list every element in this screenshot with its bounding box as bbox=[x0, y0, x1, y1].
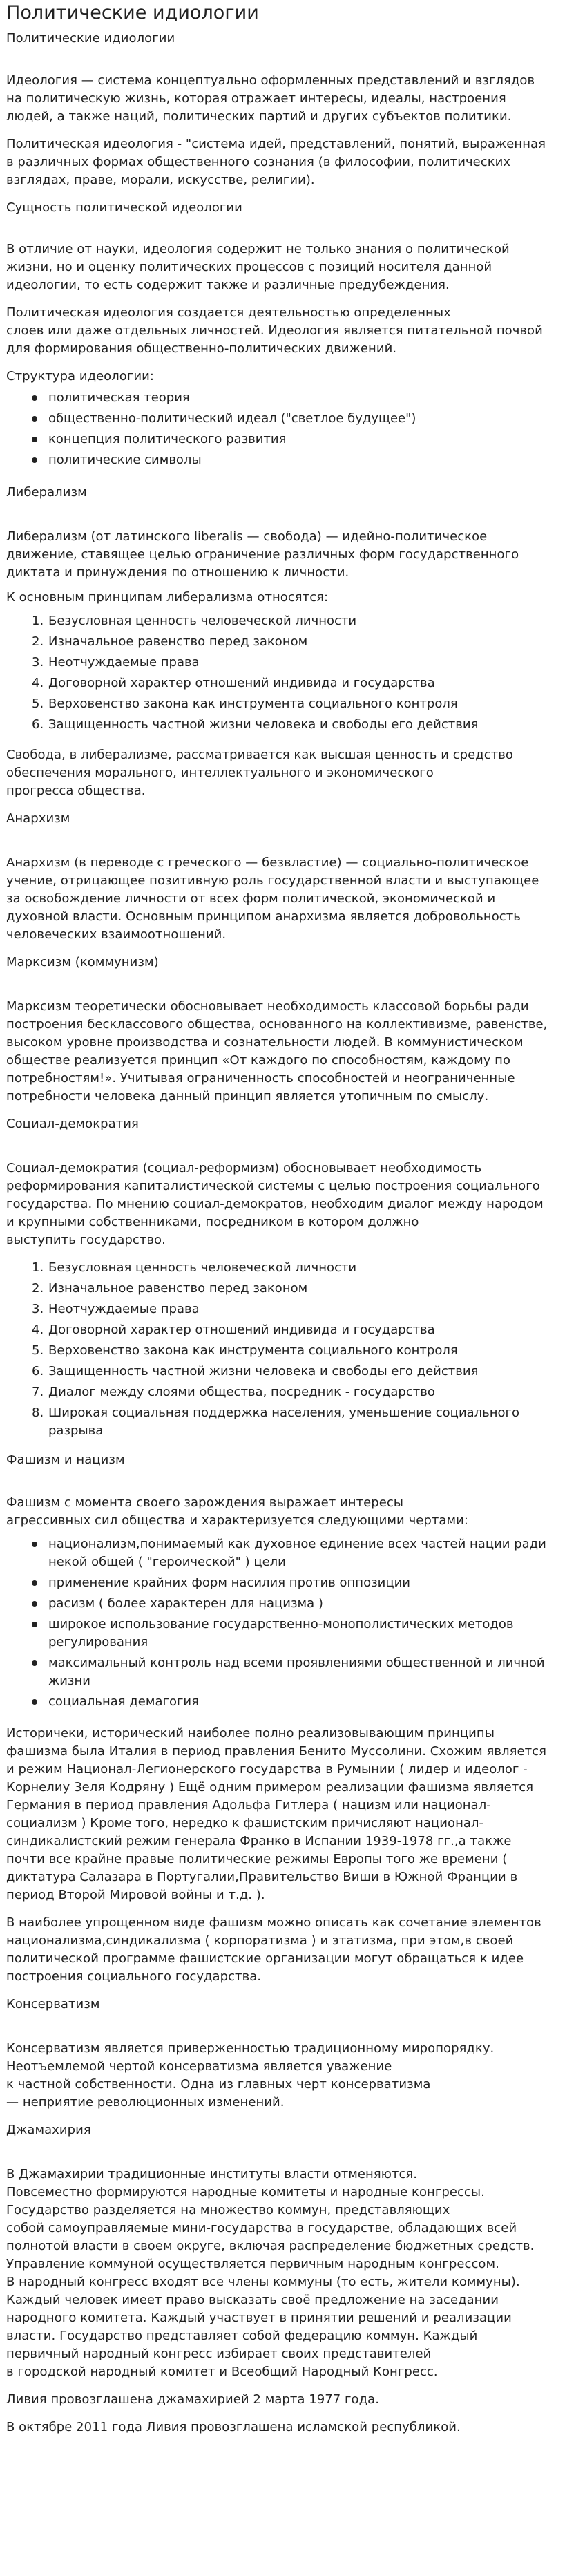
list-number: 8. bbox=[32, 1405, 44, 1420]
paragraph-line: в различных формах общественного сознания (в философии, политических bbox=[6, 155, 511, 169]
list-item: социальная демагогия bbox=[48, 1694, 199, 1709]
paragraph-line: жизни, но и оценку политических процессов с позиций носителя данной bbox=[6, 260, 492, 274]
section-heading-fascism: Фашизм и нацизм bbox=[6, 1452, 125, 1467]
paragraph-line: обеспечения морального, интеллектуального и экономического bbox=[6, 766, 434, 780]
paragraph-line: Социал-демократия (социал-реформизм) обосновывает необходимость bbox=[6, 1161, 482, 1175]
section-heading-liberalism: Либерализм bbox=[6, 485, 87, 500]
list-item: Неотчуждаемые права bbox=[48, 655, 200, 670]
list-number: 1. bbox=[32, 614, 44, 628]
paragraph-line: К основным принципам либерализма относятся: bbox=[6, 590, 329, 605]
paragraph-line: и режим Национал-Легионерского государства в Румынии ( лидер и идеолог - bbox=[6, 1762, 528, 1777]
section-heading-marxism: Марксизм (коммунизм) bbox=[6, 955, 159, 969]
paragraph-line: Управление коммуной осуществляется первичным народным конгрессом. bbox=[6, 2257, 499, 2271]
paragraph-line: политической программе фашистские организации могут обращаться к идее bbox=[6, 1951, 524, 1966]
list-item: Договорной характер отношений индивида и государства bbox=[48, 676, 435, 690]
section-heading-socdem: Социал-демократия bbox=[6, 1117, 139, 1131]
section-heading-jamahiriya: Джамахирия bbox=[6, 2123, 91, 2137]
bullet-marker bbox=[32, 1660, 37, 1666]
paragraph-line: собой самоуправляемые мини-государства в государстве, обладающих всей bbox=[6, 2221, 517, 2235]
paragraph-line: людей, а также наций, политических партий и других субъектов политики. bbox=[6, 109, 512, 124]
bullet-marker bbox=[32, 437, 37, 442]
list-item: применение крайних форм насилия против оппозиции bbox=[48, 1575, 410, 1590]
paragraph-line: Повсеместно формируются народные комитеты и народные конгрессы. bbox=[6, 2185, 485, 2199]
list-number: 2. bbox=[32, 634, 44, 649]
paragraph-line: народного комитета. Каждый участвует в принятии решений и реализации bbox=[6, 2311, 512, 2325]
section-heading-conservatism: Консерватизм bbox=[6, 1997, 100, 2011]
paragraph-line: выступить государство. bbox=[6, 1233, 166, 1247]
bullet-marker bbox=[32, 1542, 37, 1547]
paragraph-line: потребности человека данный принцип является утопичным по смыслу. bbox=[6, 1089, 489, 1104]
section-heading-structure: Структура идеологии: bbox=[6, 369, 154, 383]
paragraph-line: обществе реализуется принцип «От каждого по способностям, каждому по bbox=[6, 1053, 511, 1068]
list-number: 3. bbox=[32, 1302, 44, 1316]
paragraph-line: человеческих взаимоотношений. bbox=[6, 927, 227, 942]
bullet-marker bbox=[32, 1580, 37, 1586]
paragraph-line: В октябре 2011 года Ливия провозглашена исламской республикой. bbox=[6, 2420, 461, 2434]
paragraph-line: период Второй Мировой войны и т.д. ). bbox=[6, 1888, 265, 1902]
paragraph-line: социализм ) Кроме того, нередко к фашистским причисляют национал- bbox=[6, 1816, 484, 1830]
list-item: общественно-политический идеал ("светлое будущее") bbox=[48, 411, 416, 426]
paragraph-line: Каждый человек имеет право высказать своё предложение на заседании bbox=[6, 2293, 499, 2307]
list-item-continuation: регулирования bbox=[48, 1635, 148, 1649]
bullet-marker bbox=[32, 1622, 37, 1627]
paragraph-line: национализма,синдикализма ( корпоратизма ) и этатизма, при этом,в своей bbox=[6, 1933, 514, 1948]
paragraph-line: и крупными собственниками, посредником в котором должно bbox=[6, 1215, 419, 1229]
paragraph-line: высоком уровне производства и сознательности людей. В коммунистическом bbox=[6, 1035, 524, 1050]
paragraph-line: Консерватизм является приверженностью традиционному миропорядку. bbox=[6, 2041, 495, 2056]
list-number: 4. bbox=[32, 676, 44, 690]
paragraph-line: фашизма была Италия в период правления Бенито Муссолини. Схожим является bbox=[6, 1744, 547, 1759]
paragraph-line: В народный конгресс входят все члены коммуны (то есть, жители коммуны). bbox=[6, 2275, 520, 2289]
bullet-marker bbox=[32, 1601, 37, 1607]
paragraph-line: Марксизм теоретически обосновывает необходимость классовой борьбы ради bbox=[6, 999, 529, 1014]
paragraph-line: Корнелиу Зеля Кодряну ) Ещё одним примером реализации фашизма является bbox=[6, 1780, 534, 1794]
paragraph-line: потребностям!». Учитывая ограниченность способностей и неограниченные bbox=[6, 1071, 515, 1086]
section-heading-essence: Сущность политической идеологии bbox=[6, 200, 242, 215]
paragraph-line: Свобода, в либерализме, рассматривается как высшая ценность и средство bbox=[6, 748, 513, 762]
list-number: 7. bbox=[32, 1385, 44, 1399]
list-item: Верховенство закона как инструмента социального контроля bbox=[48, 697, 458, 711]
bullet-marker bbox=[32, 395, 37, 401]
list-item: Неотчуждаемые права bbox=[48, 1302, 200, 1316]
list-item: Верховенство закона как инструмента социального контроля bbox=[48, 1343, 458, 1358]
paragraph-line: диктата и принуждения по отношению к личности. bbox=[6, 565, 349, 580]
paragraph-line: построения социального государства. bbox=[6, 1969, 262, 1984]
paragraph-line: Германия в период правления Адольфа Гитлера ( нацизм или национал- bbox=[6, 1798, 491, 1812]
paragraph-line: Ливия провозглашена джамахирией 2 марта 1977 года. bbox=[6, 2392, 379, 2407]
paragraph-line: агрессивных сил общества и характеризуется следующими чертами: bbox=[6, 1513, 468, 1528]
paragraph-line: духовной власти. Основным принципом анархизма является добровольность bbox=[6, 909, 521, 924]
paragraph-line: В наиболее упрощенном виде фашизм можно описать как сочетание элементов bbox=[6, 1915, 541, 1930]
paragraph-line: прогресса общества. bbox=[6, 784, 146, 798]
paragraph-line: взглядах, праве, морали, искусстве, религии). bbox=[6, 173, 315, 187]
list-number: 5. bbox=[32, 1343, 44, 1358]
paragraph-line: Политическая идеология - "система идей, представлений, понятий, выраженная bbox=[6, 137, 546, 151]
section-heading-anarchism: Анархизм bbox=[6, 811, 70, 826]
paragraph-line: диктатура Салазара в Португалии,Правительство Виши в Южной Франции в bbox=[6, 1870, 518, 1884]
list-item: Изначальное равенство перед законом bbox=[48, 1281, 308, 1296]
list-item-continuation: жизни bbox=[48, 1674, 90, 1688]
paragraph-line: Историчеки, исторический наиболее полно реализовывающим принципы bbox=[6, 1726, 495, 1741]
list-number: 5. bbox=[32, 697, 44, 711]
paragraph-line: Государство разделяется на множество коммун, представляющих bbox=[6, 2203, 450, 2217]
list-item-continuation: некой общей ( "героической" ) цели bbox=[48, 1555, 286, 1569]
paragraph-line: Идеология — система концептуально оформленных представлений и взглядов bbox=[6, 73, 535, 88]
list-item: широкое использование государственно-монополистических методов bbox=[48, 1617, 514, 1631]
paragraph-line: почти все крайне правые политические режимы Европы того же времени ( bbox=[6, 1852, 508, 1866]
paragraph-line: в городской народный комитет и Всеобщий Народный Конгресс. bbox=[6, 2365, 438, 2379]
paragraph-line: первичный народный конгресс избирает своих представителей bbox=[6, 2347, 432, 2361]
list-item: концепция политического развития bbox=[48, 432, 287, 446]
list-item: политические символы bbox=[48, 453, 202, 467]
list-number: 6. bbox=[32, 717, 44, 732]
paragraph-line: Политическая идеология создается деятельностью определенных bbox=[6, 305, 451, 320]
list-item: Диалог между слоями общества, посредник - государство bbox=[48, 1385, 435, 1399]
list-number: 4. bbox=[32, 1323, 44, 1337]
paragraph-line: власти. Государство представляет собой федерацию коммун. Каждый bbox=[6, 2329, 478, 2343]
list-item-continuation: разрыва bbox=[48, 1423, 104, 1438]
paragraph-line: Фашизм с момента своего зарождения выражает интересы bbox=[6, 1495, 404, 1510]
list-item: Защищенность частной жизни человека и свободы его действия bbox=[48, 717, 479, 732]
paragraph-line: полнотой власти в своем округе, включая распределение бюджетных средств. bbox=[6, 2239, 535, 2253]
list-item: политическая теория bbox=[48, 390, 190, 405]
bullet-marker bbox=[32, 1699, 37, 1705]
list-item: национализм,понимаемый как духовное единение всех частей нации ради bbox=[48, 1537, 546, 1551]
paragraph-line: реформирования капиталистической системы с целью построения социального bbox=[6, 1179, 540, 1193]
paragraph-line: В отличие от науки, идеология содержит не только знания о политической bbox=[6, 242, 510, 256]
paragraph-line: Либерализм (от латинского liberalis — свобода) — идейно-политическое bbox=[6, 529, 488, 544]
paragraph-line: к частной собственности. Одна из главных черт консерватизма bbox=[6, 2077, 431, 2092]
paragraph-line: синдикалистский режим генерала Франко в Испании 1939-1978 гг.,а также bbox=[6, 1834, 512, 1848]
list-item: Защищенность частной жизни человека и свободы его действия bbox=[48, 1364, 479, 1379]
list-number: 3. bbox=[32, 655, 44, 670]
list-item: Договорной характер отношений индивида и государства bbox=[48, 1323, 435, 1337]
list-number: 6. bbox=[32, 1364, 44, 1379]
list-item: расизм ( более характерен для нацизма ) bbox=[48, 1596, 323, 1611]
paragraph-line: на политическую жизнь, которая отражает интересы, идеалы, настроения bbox=[6, 91, 506, 106]
list-item: Изначальное равенство перед законом bbox=[48, 634, 308, 649]
list-item: максимальный контроль над всеми проявлениями общественной и личной bbox=[48, 1656, 545, 1670]
paragraph-line: идеологии, то есть содержит также и различные предубеждения. bbox=[6, 278, 450, 292]
paragraph-line: за освобождение личности от всех форм политической, экономической и bbox=[6, 891, 496, 906]
paragraph-line: учение, отрицающее позитивную роль государственной власти и выступающее bbox=[6, 873, 539, 888]
paragraph-line: В Джамахирии традиционные институты власти отменяются. bbox=[6, 2167, 418, 2181]
list-item: Безусловная ценность человеческой личности bbox=[48, 1260, 357, 1275]
paragraph-line: государства. По мнению социал-демократов, необходим диалог между народом bbox=[6, 1197, 544, 1211]
page-subtitle: Политические идиологии bbox=[6, 31, 175, 46]
paragraph-line: построения бесклассового общества, основанного на коллективизме, равенстве, bbox=[6, 1017, 548, 1032]
paragraph-line: Анархизм (в переводе с греческого — безвластие) — социально-политическое bbox=[6, 855, 529, 870]
paragraph-line: движение, ставящее целью ограничение различных форм государственного bbox=[6, 547, 519, 562]
bullet-marker bbox=[32, 457, 37, 463]
paragraph-line: для формирования общественно-политических движений. bbox=[6, 341, 397, 356]
paragraph-line: — неприятие революционных изменений. bbox=[6, 2095, 285, 2110]
list-number: 1. bbox=[32, 1260, 44, 1275]
paragraph-line: слоев или даже отдельных личностей. Идеология является питательной почвой bbox=[6, 323, 543, 338]
list-item: Широкая социальная поддержка населения, уменьшение социального bbox=[48, 1405, 520, 1420]
page-title: Политические идиологии bbox=[6, 2, 259, 23]
list-item: Безусловная ценность человеческой личности bbox=[48, 614, 357, 628]
paragraph-line: Неотъемлемой чертой консерватизма является уважение bbox=[6, 2059, 392, 2074]
list-number: 2. bbox=[32, 1281, 44, 1296]
bullet-marker bbox=[32, 416, 37, 422]
